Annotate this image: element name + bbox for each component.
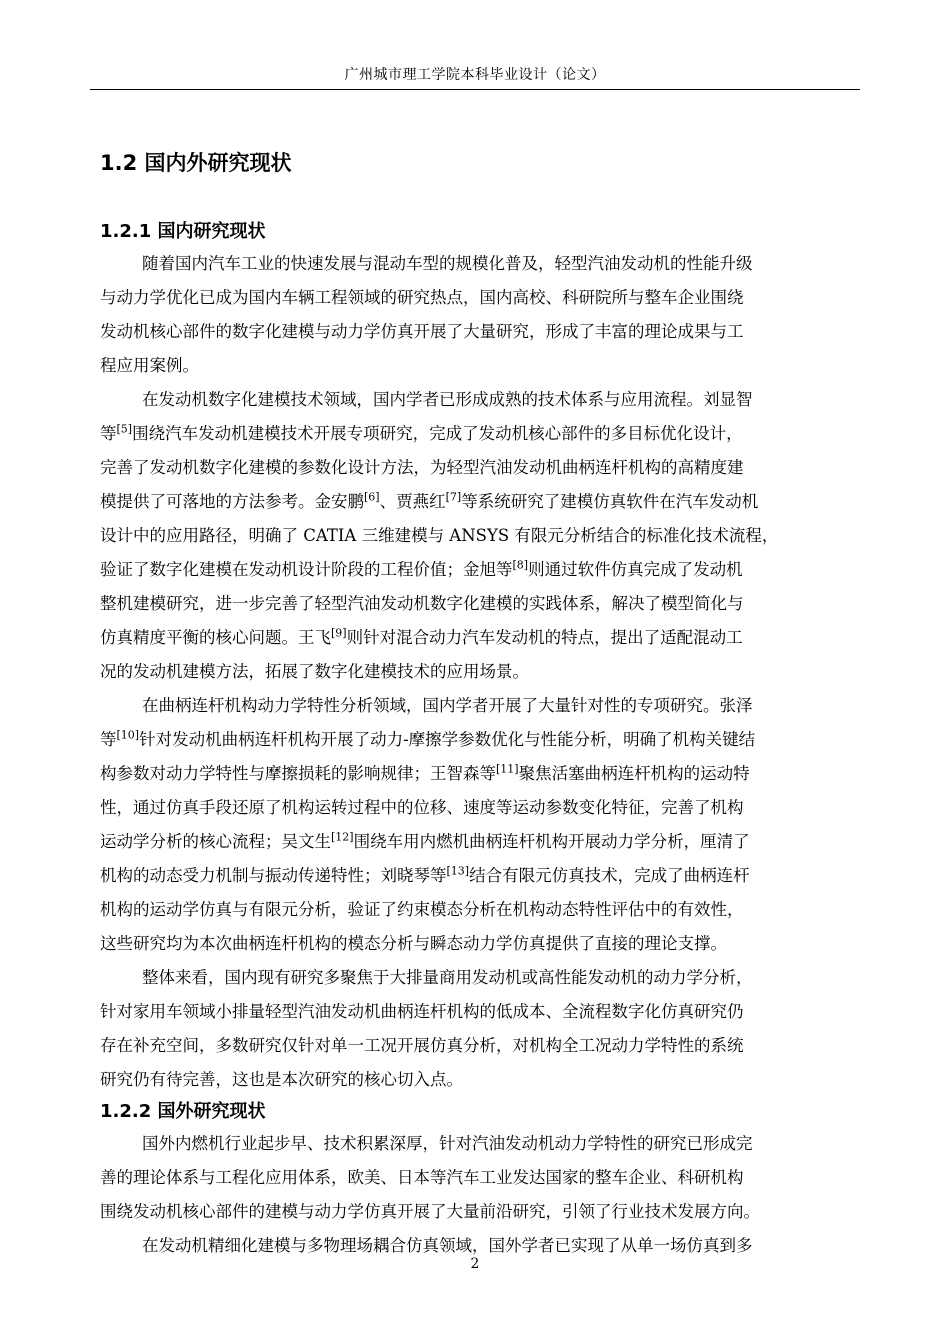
citation-marker: [8] xyxy=(512,558,529,572)
paragraph-line: 存在补充空间，多数研究仅针对单一工况开展仿真分析，对机构全工况动力学特性的系统 xyxy=(100,1036,744,1055)
citation-marker: [7] xyxy=(445,490,462,504)
citation-marker: [10] xyxy=(116,728,140,742)
paragraph-line: 完善了发动机数字化建模的参数化设计方法，为轻型汽油发动机曲柄连杆机构的高精度建 xyxy=(100,458,744,477)
page-body xyxy=(100,145,850,1263)
subsection-foreign-body xyxy=(100,1127,850,1263)
paragraph-line: 这些研究均为本次曲柄连杆机构的模态分析与瞬态动力学仿真提供了直接的理论支撑。 xyxy=(100,934,727,953)
paragraph-line: 在发动机数字化建模技术领域，国内学者已形成成熟的技术体系与应用流程。刘显智 xyxy=(142,390,753,409)
paragraph-line: 研究仍有待完善，这也是本次研究的核心切入点。 xyxy=(100,1070,463,1089)
subsection-domestic-body xyxy=(100,247,850,1097)
paragraph-line: 运动学分析的核心流程；吴文生[12]围绕车用内燃机曲柄连杆机构开展动力学分析，厘清了 xyxy=(100,830,750,851)
citation-marker: [9] xyxy=(331,626,347,640)
paragraph-line: 性，通过仿真手段还原了机构运转过程中的位移、速度等运动参数变化特征，完善了机构 xyxy=(100,798,744,817)
citation-marker: [6] xyxy=(364,490,380,504)
paragraph xyxy=(100,1127,850,1229)
paragraph-line: 在曲柄连杆机构动力学特性分析领域，国内学者开展了大量针对性的专项研究。张泽 xyxy=(142,696,753,715)
running-header: 广州城市理工学院本科毕业设计（论文） xyxy=(344,67,606,83)
paragraph-line: 与动力学优化已成为国内车辆工程领域的研究热点，国内高校、科研院所与整车企业围绕 xyxy=(100,288,744,307)
paragraph-line: 程应用案例。 xyxy=(100,356,199,375)
paragraph-line: 构参数对动力学特性与摩擦损耗的影响规律；王智森等[11]聚焦活塞曲柄连杆机构的运动特 xyxy=(100,762,750,783)
paragraph-line: 等[5]围绕汽车发动机建模技术开展专项研究，完成了发动机核心部件的多目标优化设计， xyxy=(100,422,743,443)
paragraph-line: 机构的动态受力机制与振动传递特性；刘晓琴等[13]结合有限元仿真技术，完成了曲柄连杆 xyxy=(100,864,750,885)
paragraph-line: 整体来看，国内现有研究多聚焦于大排量商用发动机或高性能发动机的动力学分析， xyxy=(142,968,753,987)
paragraph xyxy=(100,689,850,961)
citation-marker: [11] xyxy=(496,762,519,776)
citation-marker: [5] xyxy=(116,422,133,436)
page-number: 2 xyxy=(470,1256,480,1272)
paragraph-line: 模提供了可落地的方法参考。金安鹏[6]、贾燕红[7]等系统研究了建模仿真软件在汽车发动机 xyxy=(100,490,759,511)
paragraph-line: 国外内燃机行业起步早、技术积累深厚，针对汽油发动机动力学特性的研究已形成完 xyxy=(142,1134,753,1153)
paragraph-line: 等[10]针对发动机曲柄连杆机构开展了动力-摩擦学参数优化与性能分析，明确了机构关键结 xyxy=(100,728,756,749)
paragraph-line: 验证了数字化建模在发动机设计阶段的工程价值；金旭等[8]则通过软件仿真完成了发动机 xyxy=(100,558,743,579)
paragraph-line: 在发动机精细化建模与多物理场耦合仿真领域，国外学者已实现了从单一场仿真到多 xyxy=(142,1236,753,1255)
paragraph-line: 况的发动机建模方法，拓展了数字化建模技术的应用场景。 xyxy=(100,662,529,681)
subsection-heading-foreign: 1.2.2 国外研究现状 xyxy=(100,1101,266,1122)
paragraph-line: 针对家用车领域小排量轻型汽油发动机曲柄连杆机构的低成本、全流程数字化仿真研究仍 xyxy=(100,1002,744,1021)
paragraph-line: 整机建模研究，进一步完善了轻型汽油发动机数字化建模的实践体系，解决了模型简化与 xyxy=(100,594,744,613)
section-heading: 1.2 国内外研究现状 xyxy=(100,151,292,175)
paragraph-line: 设计中的应用路径，明确了 CATIA 三维建模与 ANSYS 有限元分析结合的标准化技术流程， xyxy=(100,526,779,545)
header-divider xyxy=(90,89,860,90)
subsection-heading-domestic: 1.2.1 国内研究现状 xyxy=(100,221,266,242)
paragraph-line: 发动机核心部件的数字化建模与动力学仿真开展了大量研究，形成了丰富的理论成果与工 xyxy=(100,322,744,341)
citation-marker: [12] xyxy=(331,830,354,844)
paragraph-line: 随着国内汽车工业的快速发展与混动车型的规模化普及，轻型汽油发动机的性能升级 xyxy=(142,254,753,273)
paragraph-line: 仿真精度平衡的核心问题。王飞[9]则针对混合动力汽车发动机的特点，提出了适配混动工 xyxy=(100,626,743,647)
paragraph xyxy=(100,247,850,383)
paragraph xyxy=(100,383,850,689)
paragraph xyxy=(100,961,850,1097)
citation-marker: [13] xyxy=(446,864,470,878)
paragraph-line: 机构的运动学仿真与有限元分析，验证了约束模态分析在机构动态特性评估中的有效性， xyxy=(100,900,744,919)
paragraph-line: 围绕发动机核心部件的建模与动力学仿真开展了大量前沿研究，引领了行业技术发展方向。 xyxy=(100,1202,760,1221)
paragraph-line: 善的理论体系与工程化应用体系，欧美、日本等汽车工业发达国家的整车企业、科研机构 xyxy=(100,1168,744,1187)
